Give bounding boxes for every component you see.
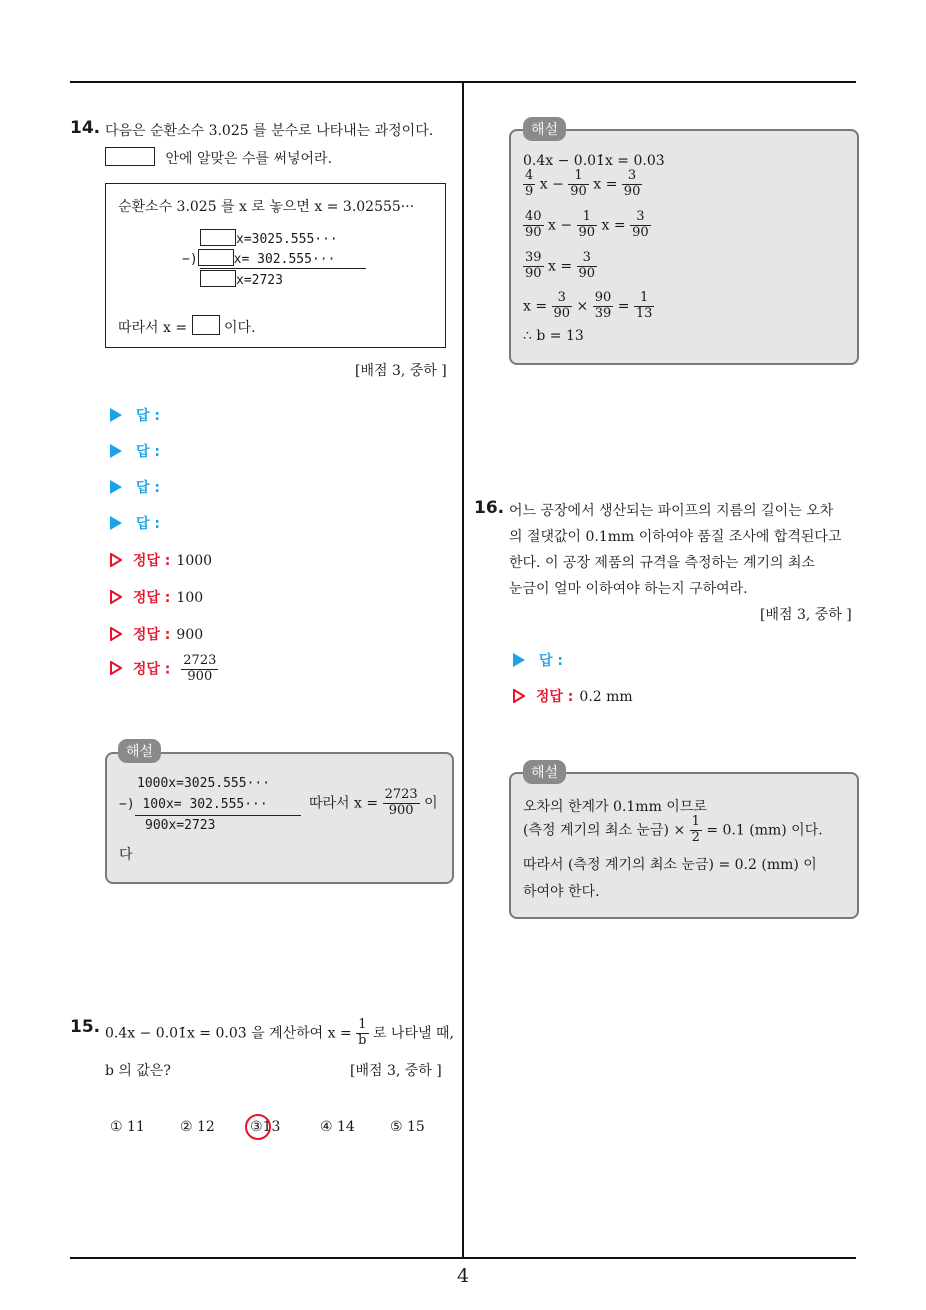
q16-answer-row[interactable]: 답 : — [513, 650, 563, 670]
q15-solution-tag: 해설 — [523, 117, 566, 141]
answer-arrow-icon — [513, 653, 525, 667]
blank-box — [105, 147, 155, 166]
q16-sol-line4: 하여야 한다. — [523, 884, 600, 900]
q15-fraction: $\frac{1}{b}$ — [358, 1017, 367, 1048]
answer-arrow-icon — [110, 408, 122, 422]
q15-choice-3[interactable]: ③13 — [250, 1119, 281, 1135]
column-divider — [462, 81, 464, 1259]
answer-arrow-icon — [110, 480, 122, 494]
q14-sol-text-end: 다 — [119, 847, 133, 863]
q14-sol-subtract-line — [135, 815, 301, 816]
correct-arrow-icon — [110, 590, 122, 604]
q14-prompt-line1: 다음은 순환소수 3.025̇ 를 분수로 나타내는 과정이다. — [105, 123, 434, 139]
q16-sol-line1: 오차의 한계가 0.1mm 이므로 — [523, 799, 707, 815]
answer-arrow-icon — [110, 516, 122, 530]
q15-number: 15. — [70, 1017, 101, 1037]
q14-sol-eq2: −) 100x= 302.555··· — [119, 797, 268, 812]
q14-sol-eq1: 1000x=3025.555··· — [137, 776, 271, 791]
q14-answer-row-1[interactable]: 답 : — [110, 405, 160, 425]
q15-sol-line4: $\frac{39}{90}$ x = $\frac{3}{90}$ — [525, 250, 596, 281]
q14-eq3[interactable]: x=2723 — [200, 270, 283, 288]
q14-prompt-line2-text: 안에 알맞은 수를 써넣어라. — [165, 151, 333, 167]
q16-number: 16. — [474, 498, 505, 518]
q14-process-box — [105, 183, 446, 348]
q15-prompt-line2: b 의 값은? — [105, 1063, 171, 1079]
bottom-rule — [70, 1257, 856, 1259]
q15-prompt-line1: 0.4̇x − 0.01̇x = 0.03̇ 을 계산하여 x = $\frac{1}{b}$ 로 나타낼 때, — [105, 1017, 454, 1048]
q14-correct-row-2: 정답 : 100 — [110, 587, 203, 607]
q15-solution-box — [509, 129, 859, 365]
q15-sol-line1: 0.4̇x − 0.01̇x = 0.03̇ — [523, 153, 665, 169]
q15-sol-line3: $\frac{40}{90}$ x − $\frac{1}{90}$ x = $\frac{3}{90}$ — [525, 209, 649, 240]
blank-input-4[interactable] — [192, 315, 220, 335]
q14-box-conclusion[interactable]: 따라서 x = 이다. — [118, 315, 256, 337]
q14-prompt-line2 — [105, 147, 332, 168]
q15-sol-line2: $\frac{4}{9}$ x − $\frac{1}{90}$ x = $\frac{3}{90}$ — [525, 168, 641, 199]
q14-correct-row-3: 정답 : 900 — [110, 624, 203, 644]
q16-sol-line2: (측정 계기의 최소 눈금) × $\frac{1}{2}$ = 0.1 (mm) 이다. — [523, 814, 823, 845]
q15-choice-5[interactable]: ⑤ 15 — [390, 1119, 425, 1135]
answer-arrow-icon — [110, 444, 122, 458]
q14-answer-row-4[interactable]: 답 : — [110, 513, 160, 533]
q16-prompt-line1: 어느 공장에서 생산되는 파이프의 지름의 길이는 오차 — [509, 503, 834, 519]
q16-sol-line3: 따라서 (측정 계기의 최소 눈금) = 0.2 (mm) 이 — [523, 857, 817, 873]
q14-eq1[interactable]: x=3025.555··· — [200, 229, 338, 247]
q14-solution-box — [105, 752, 454, 884]
q14-solution-tag: 해설 — [118, 739, 161, 763]
correct-arrow-icon — [110, 661, 122, 675]
q16-correct-row: 정답 : 0.2 mm — [513, 686, 633, 706]
q16-prompt-line4: 눈금이 얼마 이하여야 하는지 구하여라. — [509, 581, 748, 597]
q14-answer-row-3[interactable]: 답 : — [110, 477, 160, 497]
blank-input-2[interactable] — [198, 249, 234, 266]
q14-answer-row-2[interactable]: 답 : — [110, 441, 160, 461]
q15-choice-1[interactable]: ① 11 — [110, 1119, 145, 1135]
correct-arrow-icon — [513, 689, 525, 703]
q14-subtract-line — [200, 268, 366, 269]
q14-number: 14. — [70, 118, 101, 138]
q15-sol-line5: x = $\frac{3}{90}$ × $\frac{90}{39}$ = $\frac{1}{13}$ — [523, 290, 653, 321]
q15-score: [배점 3, 중하 ] — [350, 1063, 442, 1079]
blank-input-3[interactable] — [200, 270, 236, 287]
q14-sol-eq3: 900x=2723 — [145, 818, 216, 833]
q16-solution-box — [509, 772, 859, 919]
correct-arrow-icon — [110, 627, 122, 641]
q15-choice-2[interactable]: ② 12 — [180, 1119, 215, 1135]
q16-prompt-line3: 한다. 이 공장 제품의 규격을 측정하는 계기의 최소 — [509, 555, 816, 571]
q14-correct-row-1: 정답 : 1000 — [110, 550, 212, 570]
q14-score: [배점 3, 중하 ] — [355, 363, 447, 379]
q16-prompt-line2: 의 절댓값이 0.1mm 이하여야 품질 조사에 합격된다고 — [509, 529, 842, 545]
blank-input-1[interactable] — [200, 229, 236, 246]
q14-fraction-answer: $\frac{2723}{900}$ — [183, 653, 217, 684]
q16-score: [배점 3, 중하 ] — [760, 607, 852, 623]
correct-arrow-icon — [110, 553, 122, 567]
q14-correct-row-4: 정답 : $\frac{2723}{900}$ — [110, 654, 218, 685]
q16-solution-tag: 해설 — [523, 760, 566, 784]
q15-sol-line6: ∴ b = 13 — [523, 328, 584, 344]
q14-sol-fraction: $\frac{2723}{900}$ — [384, 787, 418, 818]
page-number: 4 — [456, 1265, 470, 1287]
q15-choice-4[interactable]: ④ 14 — [320, 1119, 355, 1135]
q14-sol-text: 따라서 x = $\frac{2723}{900}$ 이 — [309, 787, 438, 818]
selected-choice-marker — [245, 1114, 271, 1140]
q14-eq2[interactable]: −) x= 302.555··· — [182, 249, 335, 267]
q14-box-line1: 순환소수 3.025̇ 를 x 로 놓으면 x = 3.02555··· — [118, 199, 415, 215]
